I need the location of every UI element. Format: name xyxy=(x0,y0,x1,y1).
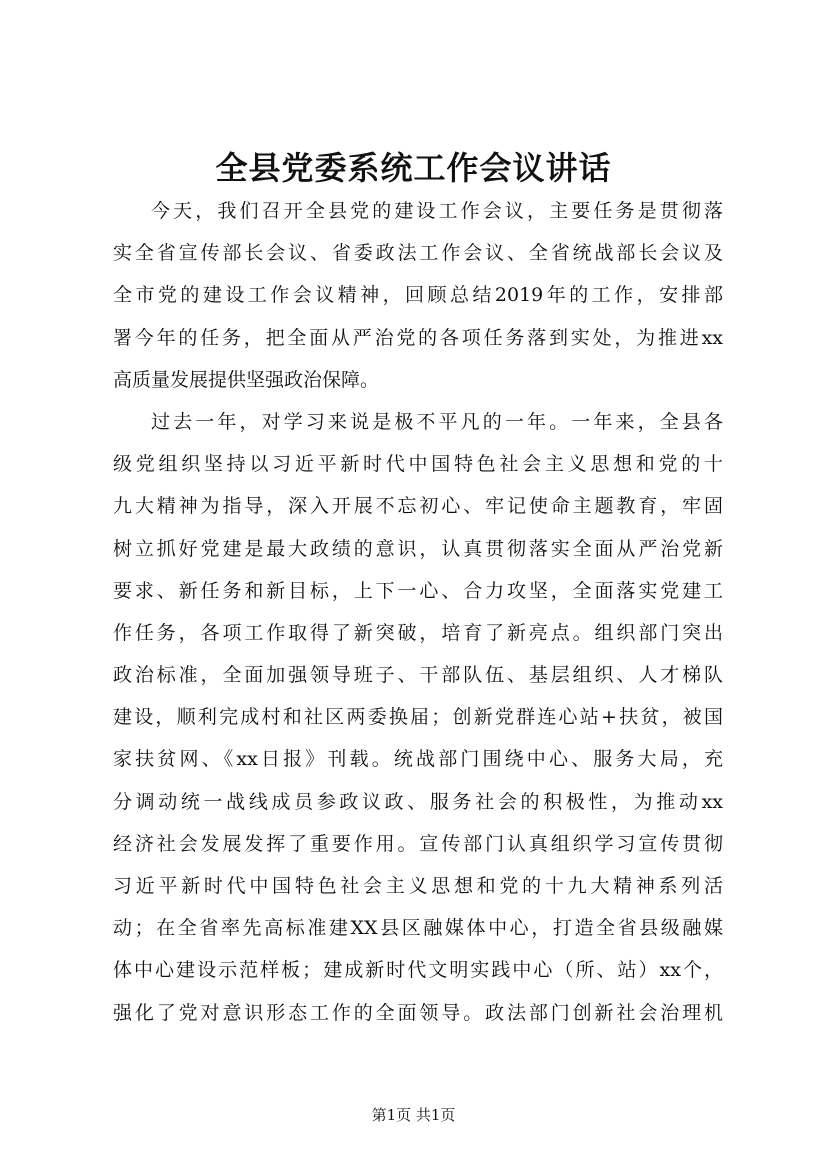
paragraph-1-line-3: 全市党的建设工作会议精神，回顾总结2019年的工作，安排部 xyxy=(113,284,723,307)
paragraph-2-line-14: 体中心建设示范样板；建成新时代文明实践中心（所、站）xx个， xyxy=(113,959,723,982)
paragraph-2-line-10: 分调动统一战线成员参政议政、服务社会的积极性，为推动xx xyxy=(113,790,723,813)
paragraph-2-line-11: 经济社会发展发挥了重要作用。宣传部门认真组织学习宣传贯彻 xyxy=(113,832,723,855)
paragraph-1-line-1: 今天，我们召开全县党的建设工作会议，主要任务是贯彻落 xyxy=(151,200,723,222)
paragraph-1-line-2: 实全省宣传部长会议、省委政法工作会议、全省统战部长会议及 xyxy=(113,242,723,265)
paragraph-2-line-12: 习近平新时代中国特色社会主义思想和党的十九大精神系列活 xyxy=(113,875,723,897)
paragraph-2-line-9: 家扶贫网、《xx日报》刊载。统战部门围绕中心、服务大局，充 xyxy=(113,748,723,771)
paragraph-2-line-1: 过去一年，对学习来说是极不平凡的一年。一年来，全县各 xyxy=(151,410,723,433)
document-body xyxy=(113,190,723,1034)
paragraph-1-line-5: 高质量发展提供坚强政治保障。 xyxy=(113,368,380,391)
paragraph-2-line-4: 树立抓好党建是最大政绩的意识，认真贯彻落实全面从严治党新 xyxy=(113,537,723,560)
paragraph-2-line-8: 建设，顺利完成村和社区两委换届；创新党群连心站+扶贫，被国 xyxy=(113,706,723,729)
paragraph-2-line-13: 动；在全省率先高标准建XX县区融媒体中心，打造全省县级融媒 xyxy=(113,917,723,940)
paragraph-1-line-4: 署今年的任务，把全面从严治党的各项任务落到实处，为推进xx xyxy=(113,326,723,349)
page-footer: 第1页 共1页 xyxy=(371,1106,456,1124)
document-title: 全县党委系统工作会议讲话 xyxy=(215,149,612,187)
paragraph-2-line-3: 九大精神为指导，深入开展不忘初心、牢记使命主题教育，牢固 xyxy=(113,495,723,518)
paragraph-2-line-7: 政治标准，全面加强领导班子、干部队伍、基层组织、人才梯队 xyxy=(113,664,723,687)
paragraph-2-line-5: 要求、新任务和新目标，上下一心、合力攻坚，全面落实党建工 xyxy=(113,579,723,602)
paragraph-2-line-2: 级党组织坚持以习近平新时代中国特色社会主义思想和党的十 xyxy=(113,453,723,476)
paragraph-2-line-15: 强化了党对意识形态工作的全面领导。政法部门创新社会治理机 xyxy=(113,1001,723,1024)
paragraph-2-line-6: 作任务，各项工作取得了新突破，培育了新亮点。组织部门突出 xyxy=(113,621,723,644)
